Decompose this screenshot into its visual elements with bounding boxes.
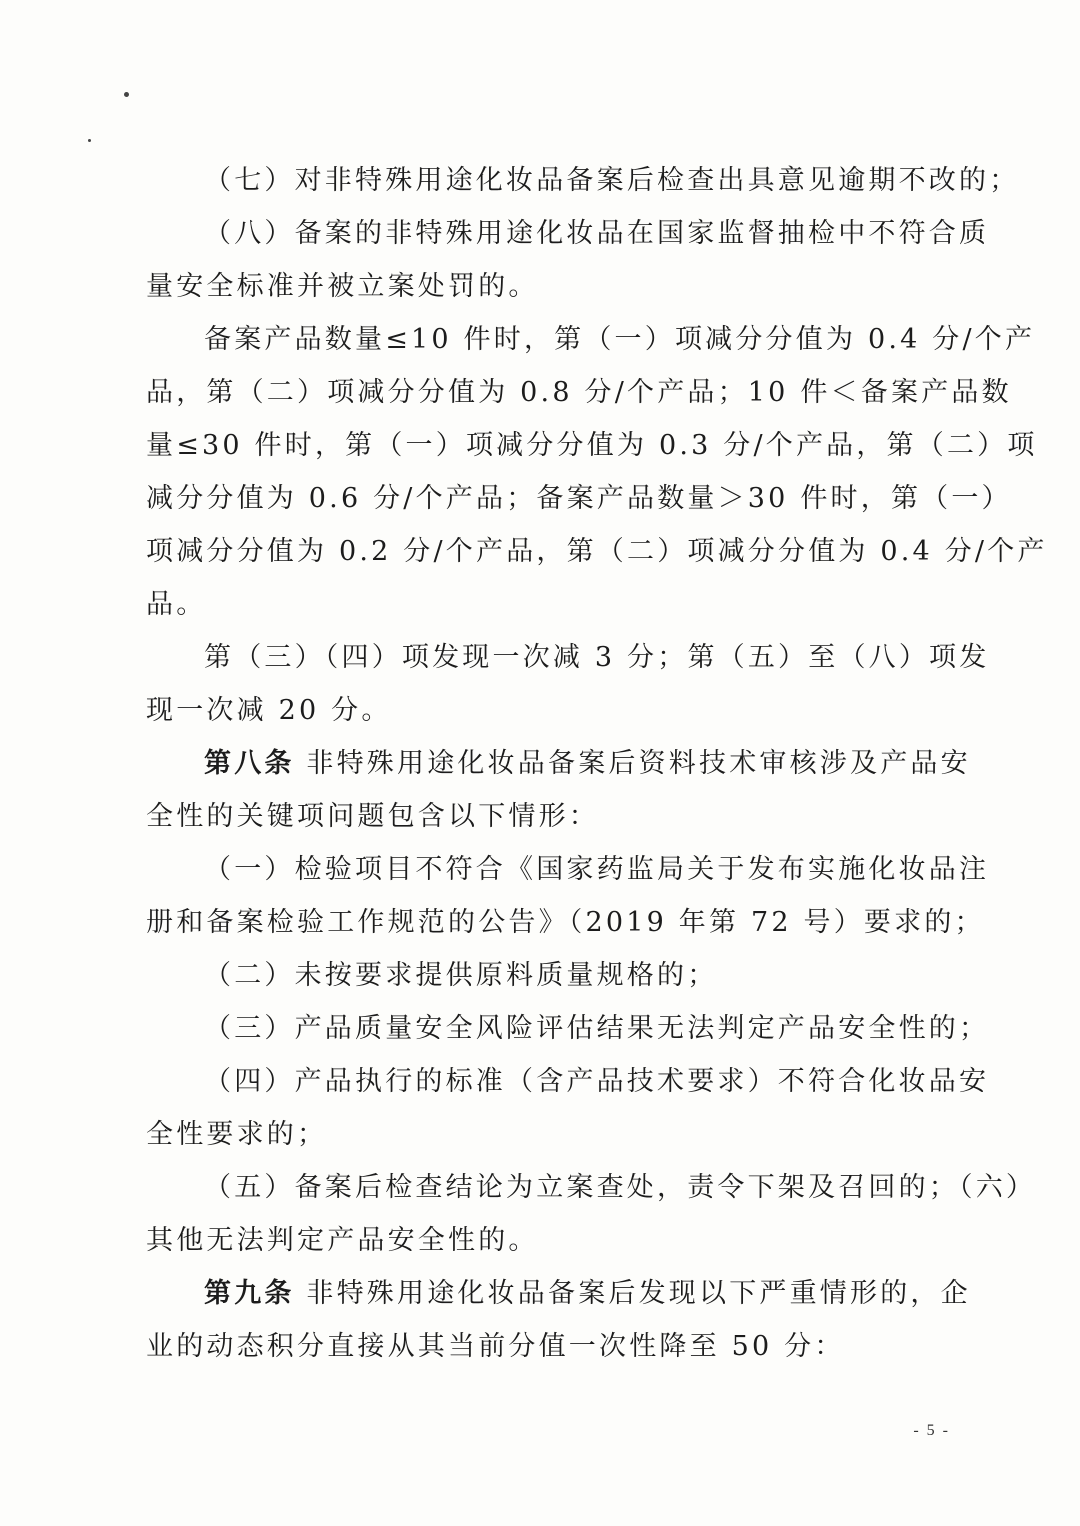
line-text: 其他无法判定产品安全性的。	[146, 1225, 539, 1256]
text-line	[146, 1161, 1037, 1214]
line-text: （二）未按要求提供原料质量规格的；	[204, 960, 718, 991]
line-text: 品。	[146, 589, 207, 620]
text-line	[146, 1214, 950, 1267]
article-heading: 第八条	[204, 748, 295, 779]
text-line	[146, 1320, 950, 1373]
line-text: 备案产品数量≤10 件时，第（一）项减分分值为 0.4 分/个产	[204, 324, 1036, 355]
line-text: 非特殊用途化妆品备案后资料技术审核涉及产品安	[294, 748, 971, 779]
text-line	[146, 366, 1012, 419]
text-line	[146, 207, 990, 260]
page-number: - 5 -	[913, 1422, 950, 1439]
line-text: 量安全标准并被立案处罚的。	[146, 271, 539, 302]
text-line	[146, 896, 985, 949]
line-text: （五）备案后检查结论为立案查处，责令下架及召回的；（六）	[204, 1172, 1037, 1203]
line-text: 品，第（二）项减分分值为 0.8 分/个产品；10 件＜备案产品数	[146, 377, 1012, 408]
text-line	[146, 154, 1020, 207]
text-line	[146, 313, 1036, 366]
text-line	[146, 419, 1038, 472]
line-text: 量≤30 件时，第（一）项减分分值为 0.3 分/个产品，第（二）项	[146, 430, 1038, 461]
text-line	[146, 578, 950, 631]
text-line	[146, 525, 1048, 578]
line-text: （七）对非特殊用途化妆品备案后检查出具意见逾期不改的；	[204, 165, 1020, 196]
line-text: （八）备案的非特殊用途化妆品在国家监督抽检中不符合质	[204, 218, 990, 249]
article-heading: 第九条	[204, 1278, 295, 1309]
text-line	[146, 1108, 950, 1161]
line-text: （三）产品质量安全风险评估结果无法判定产品安全性的；	[204, 1013, 990, 1044]
text-line	[146, 790, 950, 843]
line-text: 全性要求的；	[146, 1119, 328, 1150]
line-text: 项减分分值为 0.2 分/个产品，第（二）项减分分值为 0.4 分/个产	[146, 536, 1048, 567]
line-text: 减分分值为 0.6 分/个产品；备案产品数量＞30 件时，第（一）	[146, 483, 1012, 514]
scan-speck	[88, 139, 91, 142]
text-line	[146, 260, 950, 313]
line-text: （一）检验项目不符合《国家药监局关于发布实施化妆品注	[204, 854, 990, 885]
text-line	[146, 631, 990, 684]
line-text: （四）产品执行的标准（含产品技术要求）不符合化妆品安	[204, 1066, 990, 1097]
line-text: 现一次减 20 分。	[146, 695, 392, 726]
text-line	[146, 1267, 971, 1320]
text-line	[146, 472, 1012, 525]
line-text: 册和备案检验工作规范的公告》（2019 年第 72 号）要求的；	[146, 907, 985, 938]
scan-speck	[124, 92, 129, 97]
line-text: 非特殊用途化妆品备案后发现以下严重情形的，企	[294, 1278, 971, 1309]
line-text: 第（三）（四）项发现一次减 3 分；第（五）至（八）项发	[204, 642, 990, 673]
text-line	[146, 1002, 990, 1055]
text-line	[146, 843, 990, 896]
text-line	[146, 684, 950, 737]
line-text: 全性的关键项问题包含以下情形：	[146, 801, 599, 832]
document-body	[146, 154, 1048, 1373]
text-line	[146, 1055, 990, 1108]
text-line	[146, 949, 950, 1002]
line-text: 业的动态积分直接从其当前分值一次性降至 50 分：	[146, 1331, 845, 1362]
text-line	[146, 737, 971, 790]
